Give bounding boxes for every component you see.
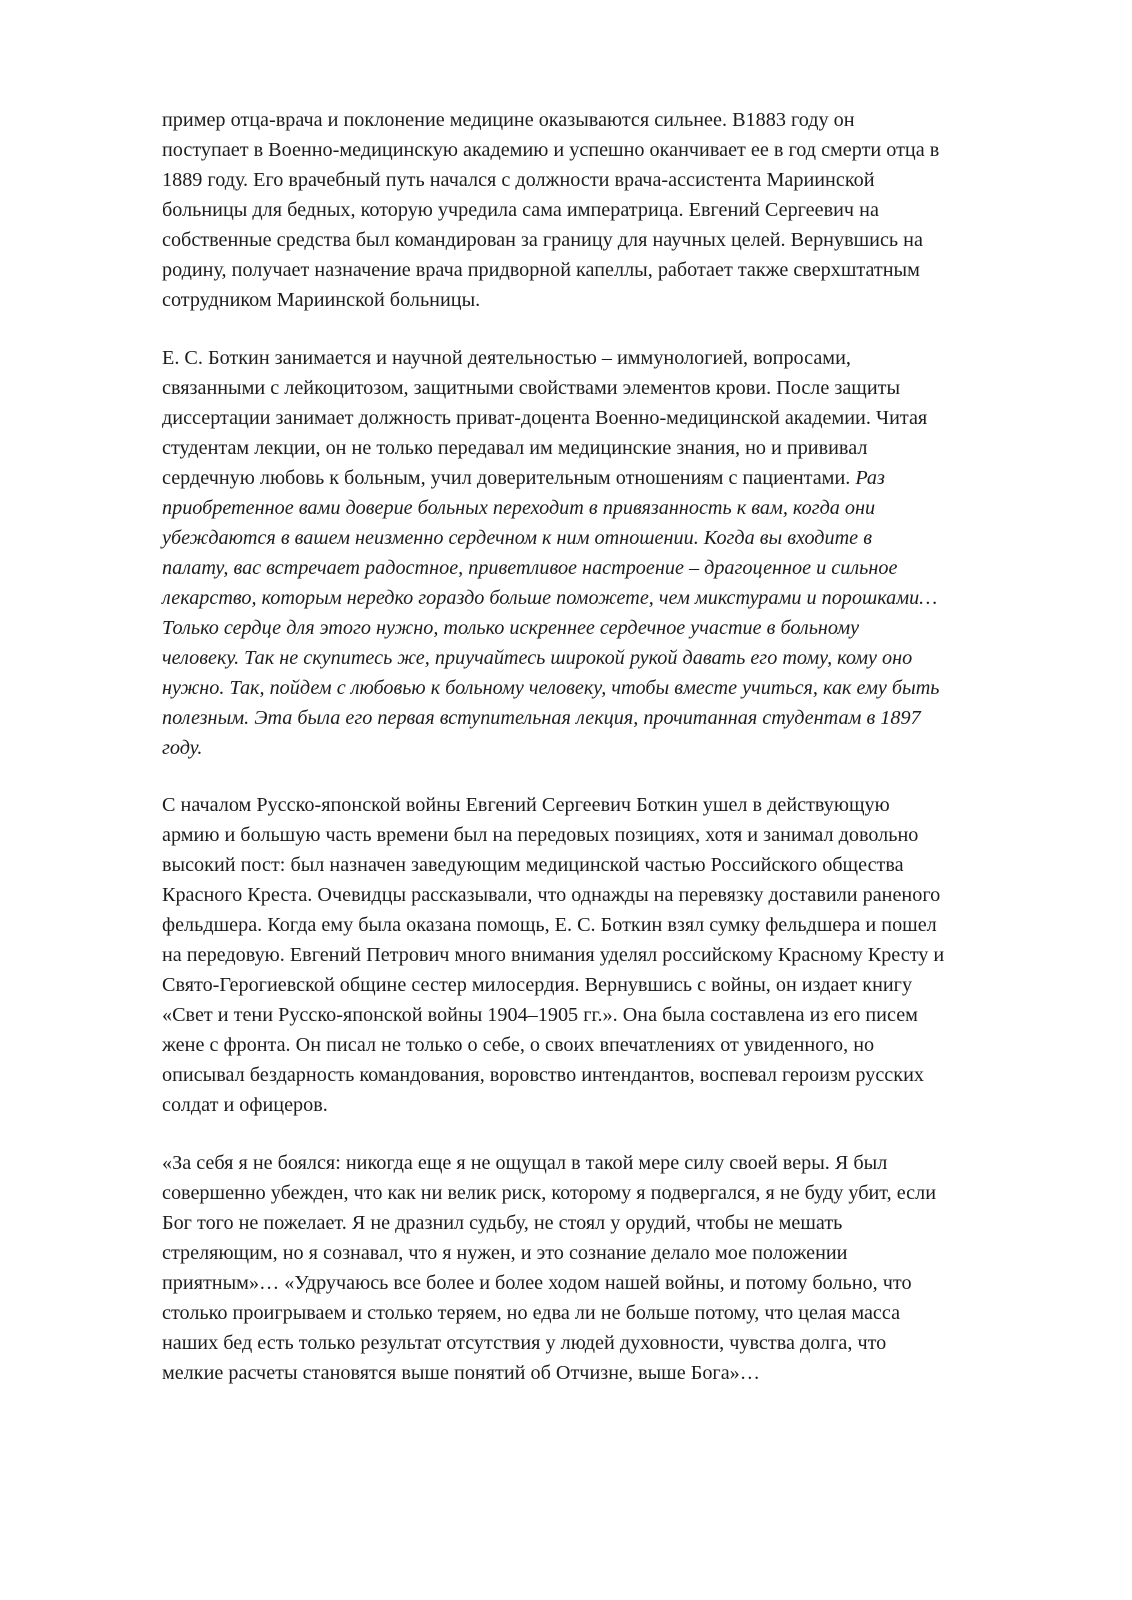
italic-text: Раз [855, 467, 885, 489]
text-segment: жене с фронта. Он писал не только о себе, о своих впечатлениях от увиденного, но [162, 1034, 875, 1056]
text-line [162, 135, 1052, 165]
text-line [162, 940, 1052, 970]
text-line [162, 463, 1052, 493]
text-segment: на передовую. Евгений Петрович много внимания уделял российскому Красному Кресту и [162, 944, 945, 966]
italic-text: Только сердце для этого нужно, только искреннее сердечное участие в больному [162, 617, 860, 639]
text-segment: связанными с лейкоцитозом, защитными свойствами элементов крови. После защиты [162, 377, 901, 399]
text-line [162, 1208, 1052, 1238]
text-segment: наших бед есть только результат отсутствия у людей духовности, чувства долга, что [162, 1332, 887, 1354]
text-segment: поступает в Военно-медицинскую академию и успешно оканчивает ее в год смерти отца в [162, 139, 940, 161]
text-segment: диссертации занимает должность приват-доцента Военно-медицинской академии. Читая [162, 407, 928, 429]
text-line [162, 343, 1052, 373]
text-segment: стреляющим, но я сознавал, что я нужен, и это сознание делало мое положении [162, 1242, 848, 1264]
text-line [162, 1298, 1052, 1328]
text-line [162, 910, 1052, 940]
text-segment: совершенно убежден, что как ни велик риск, которому я подвергался, я не буду убит, если [162, 1182, 937, 1204]
text-segment: Бог того не пожелает. Я не дразнил судьбу, не стоял у орудий, чтобы не мешать [162, 1212, 843, 1234]
text-line [162, 493, 1052, 523]
text-segment: пример отца-врача и поклонение медицине оказываются сильнее. В1883 году он [162, 109, 855, 131]
text-line [162, 433, 1052, 463]
text-line [162, 1358, 1052, 1388]
text-line [162, 1268, 1052, 1298]
text-line [162, 1000, 1052, 1030]
text-segment: Свято-Герогиевской общине сестер милосердия. Вернувшись с войны, он издает книгу [162, 974, 913, 996]
text-segment: описывал бездарность командования, воровство интендантов, воспевал героизм русских [162, 1064, 924, 1086]
text-segment: студентам лекции, он не только передавал им медицинские знания, но и прививал [162, 437, 868, 459]
text-segment: собственные средства был командирован за границу для научных целей. Вернувшись на [162, 229, 923, 251]
text-segment: «Свет и тени Русско-японской войны 1904–1905 гг.». Она была составлена из его писем [162, 1004, 918, 1026]
text-line [162, 970, 1052, 1000]
text-line [162, 403, 1052, 433]
text-line [162, 643, 1052, 673]
text-segment: солдат и офицеров. [162, 1094, 328, 1116]
italic-text: году. [162, 737, 203, 759]
text-line [162, 225, 1052, 255]
text-line [162, 880, 1052, 910]
italic-text: человеку. Так не скупитесь же, приучайтесь широкой рукой давать его тому, кому оно [162, 647, 913, 669]
text-line [162, 195, 1052, 225]
text-line [162, 1090, 1052, 1120]
text-segment: С началом Русско-японской войны Евгений Сергеевич Боткин ушел в действующую [162, 794, 890, 816]
text-line [162, 285, 1052, 315]
text-segment: 1889 году. Его врачебный путь начался с должности врача-ассистента Мариинской [162, 169, 875, 191]
italic-text: убеждаются в вашем неизменно сердечном к ним отношении. Когда вы входите в [162, 527, 872, 549]
text-segment: армию и большую часть времени был на передовых позициях, хотя и занимал довольно [162, 824, 919, 846]
text-line [162, 105, 1052, 135]
text-line [162, 673, 1052, 703]
text-line [162, 165, 1052, 195]
text-line [162, 703, 1052, 733]
text-line [162, 613, 1052, 643]
text-segment: сотрудником Мариинской больницы. [162, 289, 481, 311]
text-segment: родину, получает назначение врача придворной капеллы, работает также сверхштатным [162, 259, 920, 281]
text-line [162, 1060, 1052, 1090]
text-line [162, 790, 1052, 820]
italic-text: нужно. Так, пойдем с любовью к больному человеку, чтобы вместе учиться, как ему быть [162, 677, 940, 699]
text-segment: больницы для бедных, которую учредила сама императрица. Евгений Сергеевич на [162, 199, 879, 221]
paragraph-4 [162, 1148, 1052, 1388]
italic-text: лекарство, которым нередко гораздо больше поможете, чем микстурами и порошками… [162, 587, 938, 609]
italic-text: полезным. Эта была его первая вступительная лекция, прочитанная студентам в 1897 [162, 707, 921, 729]
text-line [162, 1030, 1052, 1060]
italic-text: приобретенное вами доверие больных переходит в привязанность к вам, когда они [162, 497, 876, 519]
text-segment: Красного Креста. Очевидцы рассказывали, что однажды на перевязку доставили раненого [162, 884, 941, 906]
text-line [162, 1328, 1052, 1358]
text-line [162, 373, 1052, 403]
text-segment: фельдшера. Когда ему была оказана помощь, Е. С. Боткин взял сумку фельдшера и пошел [162, 914, 937, 936]
text-segment: высокий пост: был назначен заведующим медицинской частью Российского общества [162, 854, 904, 876]
text-segment: приятным»… «Удручаюсь все более и более ходом нашей войны, и потому больно, что [162, 1272, 912, 1294]
paragraph-3 [162, 790, 1052, 1120]
text-line [162, 850, 1052, 880]
document-body [162, 105, 1052, 1388]
paragraph-1 [162, 105, 1052, 315]
text-line [162, 733, 1052, 763]
text-segment: мелкие расчеты становятся выше понятий об Отчизне, выше Бога»… [162, 1362, 760, 1384]
text-line [162, 255, 1052, 285]
text-segment: сердечную любовь к больным, учил доверительным отношениям с пациентами. [162, 467, 856, 489]
text-line [162, 553, 1052, 583]
text-line [162, 583, 1052, 613]
text-line [162, 1178, 1052, 1208]
text-line [162, 523, 1052, 553]
italic-text: палату, вас встречает радостное, приветливое настроение – драгоценное и сильное [162, 557, 898, 579]
text-segment: столько проигрываем и столько теряем, но едва ли не больше потому, что целая масса [162, 1302, 901, 1324]
text-line [162, 820, 1052, 850]
paragraph-2 [162, 343, 1052, 763]
text-segment: Е. С. Боткин занимается и научной деятельностью – иммунологией, вопросами, [162, 347, 851, 369]
text-line [162, 1148, 1052, 1178]
text-segment: «За себя я не боялся: никогда еще я не ощущал в такой мере силу своей веры. Я был [162, 1152, 888, 1174]
text-line [162, 1238, 1052, 1268]
